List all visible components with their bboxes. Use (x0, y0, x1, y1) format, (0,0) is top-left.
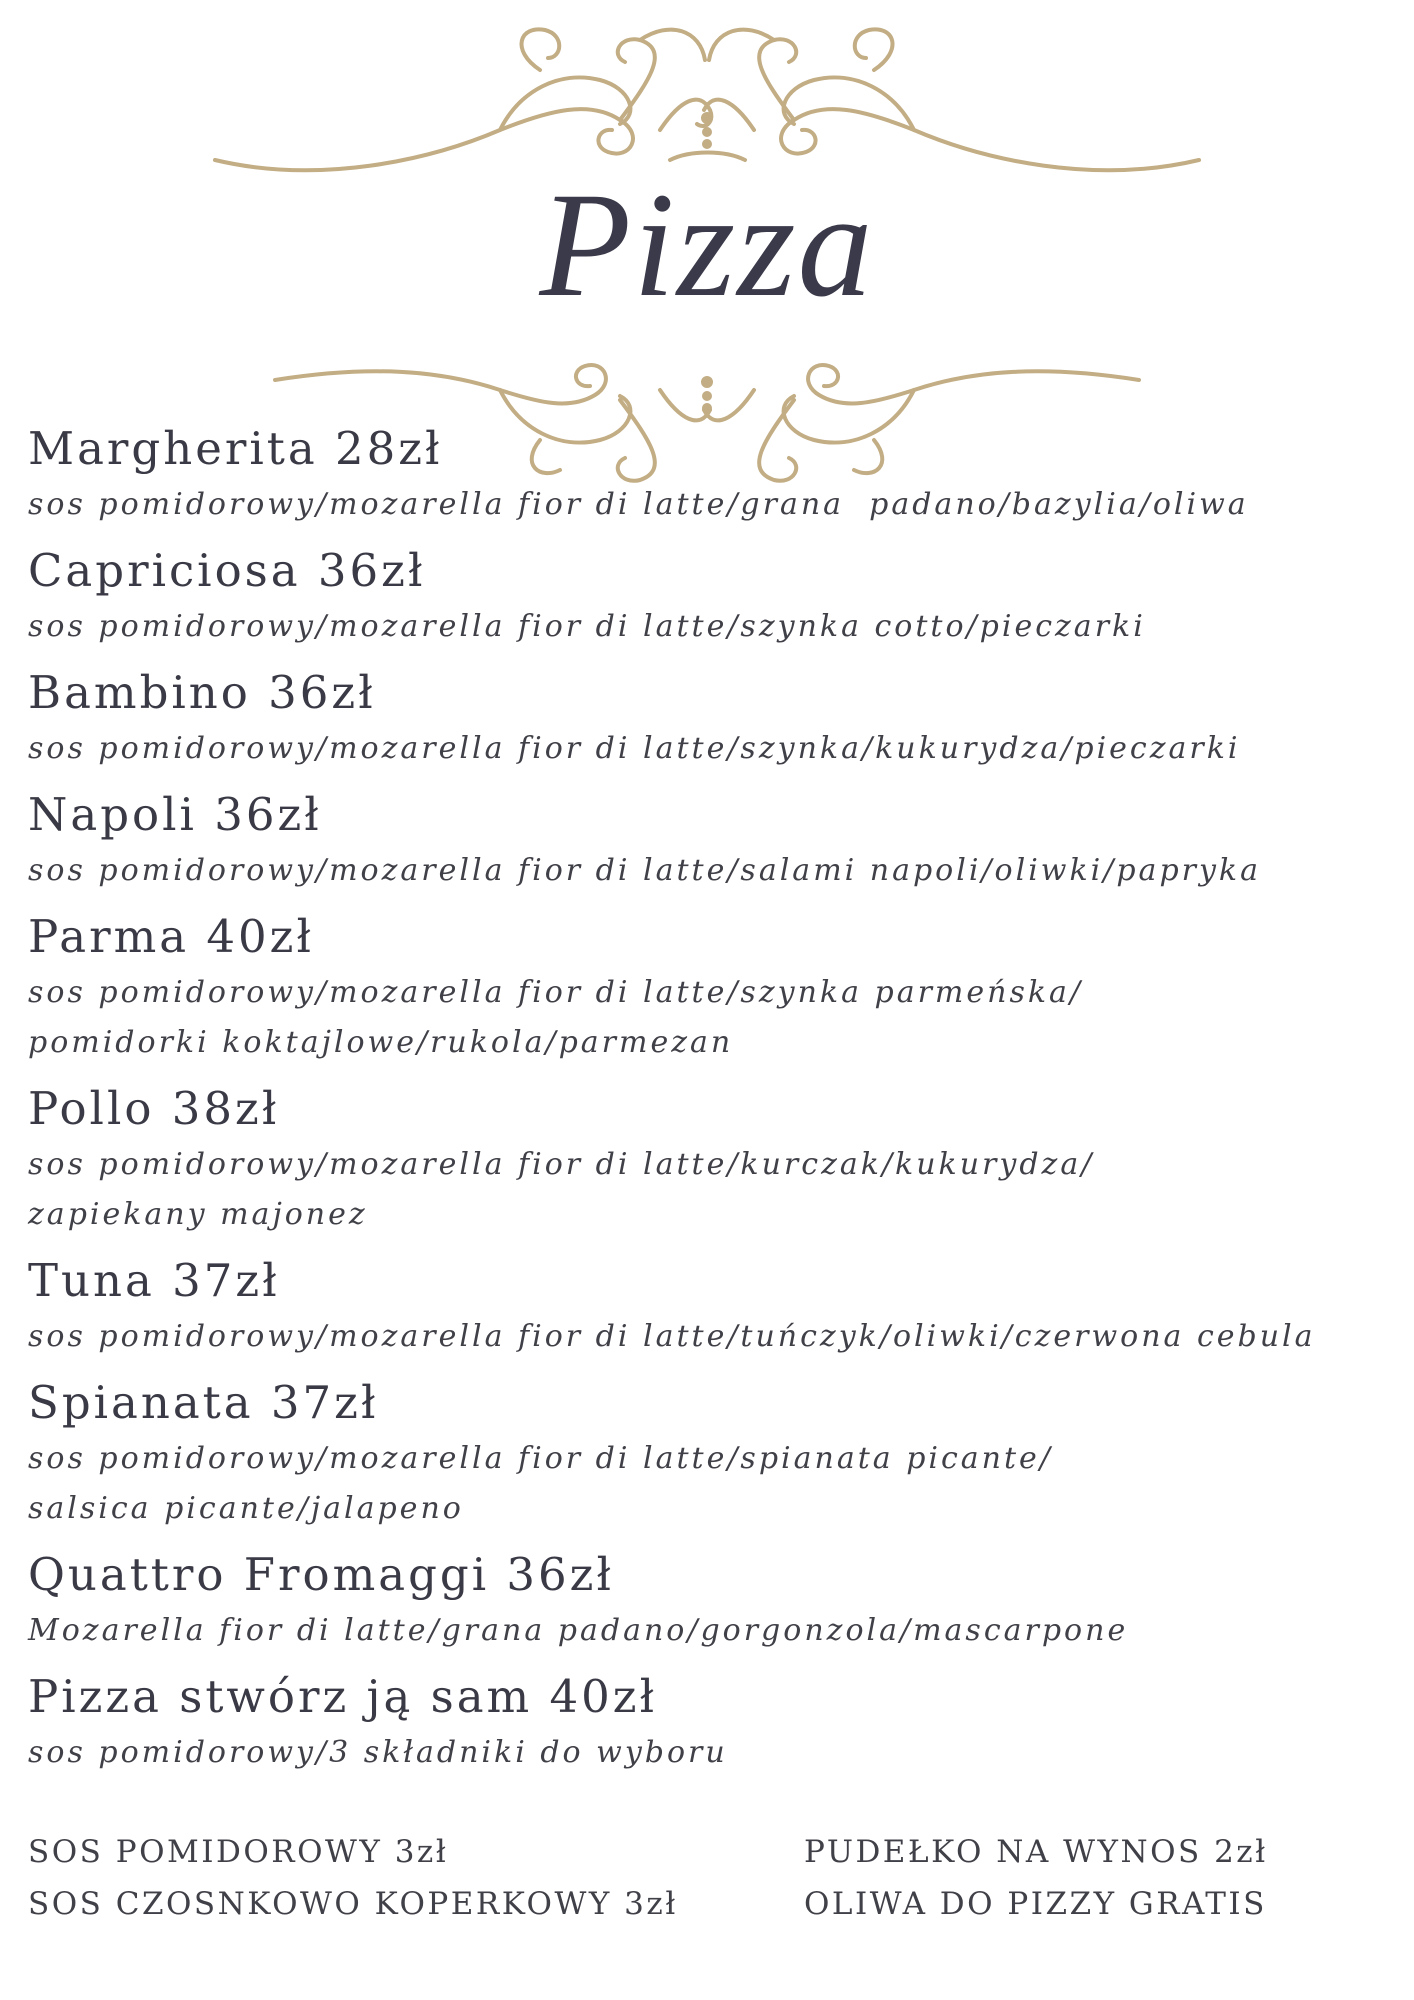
menu-item-description: sos pomidorowy/mozarella fior di latte/szynka/kukurydza/pieczarki (28, 731, 1241, 766)
menu-item-name: Pizza stwórz ją sam 40zł (28, 1670, 658, 1723)
menu-item-description: sos pomidorowy/mozarella fior di latte/grana padano/bazylia/oliwa (28, 487, 1249, 522)
menu-item (28, 1082, 1388, 1240)
extra-item: OLIWA DO PIZZY GRATIS (804, 1886, 1267, 1922)
extra-item: SOS POMIDOROWY 3zł (28, 1834, 449, 1870)
menu-item-description-cont: pomidorki koktajlowe/rukola/parmezan (28, 1025, 734, 1060)
menu-item (28, 666, 1388, 774)
menu-item (28, 910, 1388, 1068)
extras-right-column (804, 1826, 1268, 1930)
extras-left-column (28, 1826, 678, 1930)
menu-item-description: sos pomidorowy/mozarella fior di latte/spianata picante/ (28, 1441, 1053, 1476)
menu-item (28, 1376, 1388, 1534)
menu-item-description: sos pomidorowy/3 składniki do wyboru (28, 1735, 728, 1770)
menu-item (28, 1670, 1388, 1778)
pizza-menu-list (28, 422, 1388, 1778)
menu-item (28, 1548, 1388, 1656)
menu-item-description-cont: salsica picante/jalapeno (28, 1491, 464, 1526)
menu-item-name: Pollo 38zł (28, 1082, 280, 1135)
menu-item-name: Parma 40zł (28, 910, 314, 963)
menu-item-description: sos pomidorowy/mozarella fior di latte/tuńczyk/oliwki/czerwona cebula (28, 1319, 1316, 1354)
menu-item-description-cont: zapiekany majonez (28, 1197, 368, 1232)
menu-item-name: Margherita 28zł (28, 422, 443, 475)
menu-item-description: sos pomidorowy/mozarella fior di latte/kurczak/kukurydza/ (28, 1147, 1095, 1182)
menu-item (28, 544, 1388, 652)
menu-item (28, 1254, 1388, 1362)
menu-item-description: sos pomidorowy/mozarella fior di latte/salami napoli/oliwki/papryka (28, 853, 1261, 888)
menu-item-name: Spianata 37zł (28, 1376, 379, 1429)
menu-item-description: sos pomidorowy/mozarella fior di latte/szynka parmeńska/ (28, 975, 1084, 1010)
page-title: Pizza (539, 162, 875, 328)
menu-item-name: Napoli 36zł (28, 788, 322, 841)
extra-item: PUDEŁKO NA WYNOS 2zł (804, 1834, 1268, 1870)
menu-item-description: Mozarella fior di latte/grana padano/gorgonzola/mascarpone (28, 1613, 1129, 1648)
extra-item: SOS CZOSNKOWO KOPERKOWY 3zł (28, 1886, 678, 1922)
menu-item-name: Quattro Fromaggi 36zł (28, 1548, 614, 1601)
menu-item-name: Bambino 36zł (28, 666, 376, 719)
menu-item (28, 422, 1388, 530)
menu-item-description: sos pomidorowy/mozarella fior di latte/szynka cotto/pieczarki (28, 609, 1146, 644)
menu-item-name: Capriciosa 36zł (28, 544, 426, 597)
menu-item-name: Tuna 37zł (28, 1254, 280, 1307)
menu-item (28, 788, 1388, 896)
